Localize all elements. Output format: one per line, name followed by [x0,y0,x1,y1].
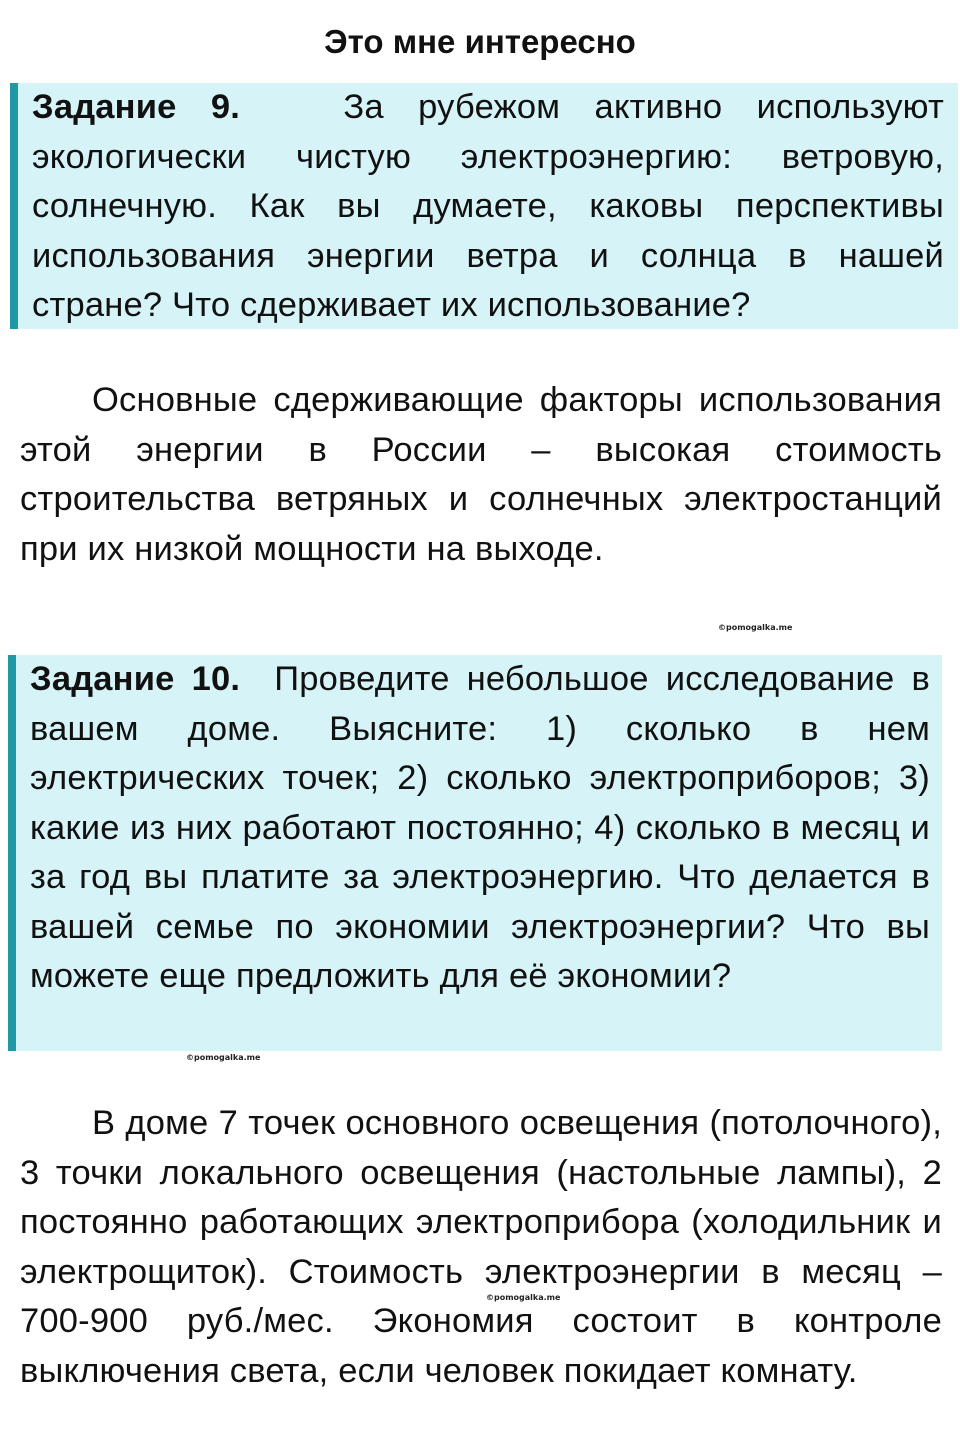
watermark: ©pomogalka.me [718,623,793,632]
task-10-text [30,655,930,1002]
task-10-box [8,655,942,1051]
task-9-text [32,83,944,331]
task-10-body: Проведите небольшое исследование в вашем доме. Выясните: 1) сколько в нем электрических точек; 2) сколько электроприборов; 3) какие из них работают постоянно; 4) сколько в месяц и за год вы платите за электроэнергию. Что делается в вашей семье по экономии электроэнергии? Что вы можете еще предложить для её экономии? [30,660,930,995]
watermark: ©pomogalka.me [186,1053,261,1062]
task-9-label: Задание 9. [32,88,241,126]
task-9-box [10,83,958,329]
answer-10 [20,1099,942,1396]
watermark: ©pomogalka.me [486,1293,561,1302]
task-10-label: Задание 10. [30,660,241,698]
task-9-body: За рубежом активно используют экологически чистую электроэнергию: ветровую, солнечную. Как вы думаете, каковы перспективы использования энергии ветра и солнца в нашей стране? Что сдерживает их использование? [32,88,945,324]
answer-10-text: В доме 7 точек основного освещения (потолочного), 3 точки локального освещения (настольные лампы), 2 постоянно работающих электроприбора (холодильник и электрощиток). Стоимость электроэнергии в месяц – 700-900 руб./мес. Экономия состоит в контроле выключения света, если человек покидает комнату. [20,1104,942,1390]
page-title: Это мне интересно [324,23,636,60]
answer-9 [20,376,942,574]
answer-9-text: Основные сдерживающие факторы использования этой энергии в России – высокая стоимость строительства ветряных и солнечных электростанций при их низкой мощности на выходе. [20,381,942,568]
